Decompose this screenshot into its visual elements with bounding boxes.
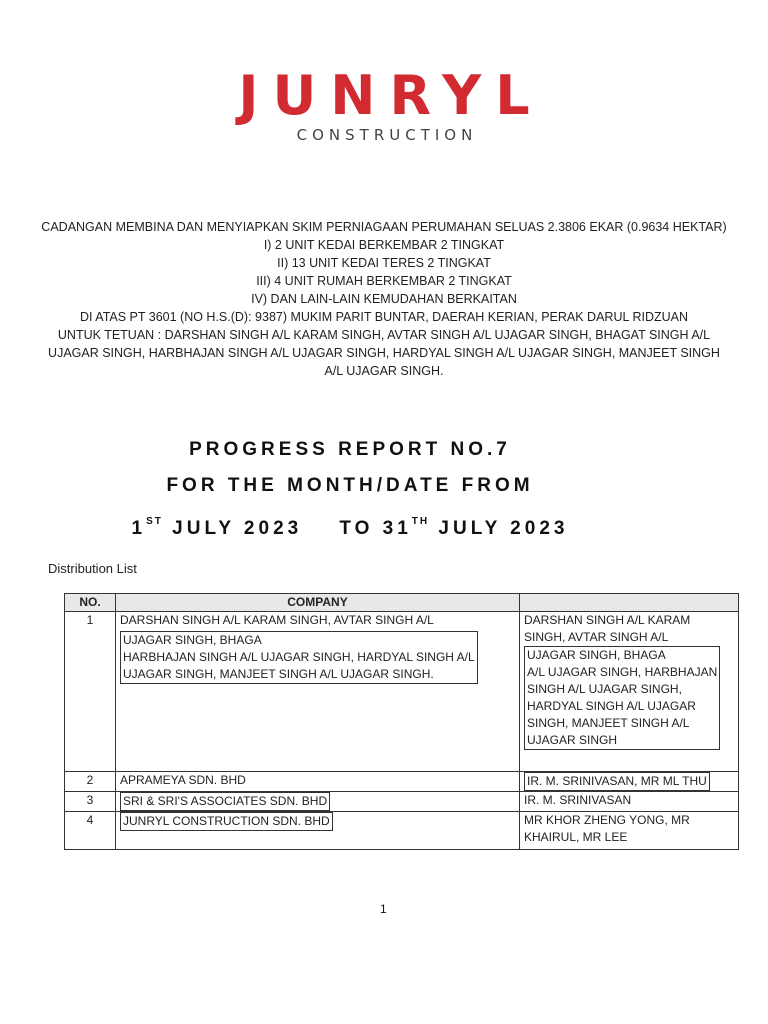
proposal-line: DI ATAS PT 3601 (NO H.S.(D): 9387) MUKIM PARIT BUNTAR, DAERAH KERIAN, PERAK DARUL RIDZUAN (80, 310, 688, 324)
proposal-line: CADANGAN MEMBINA DAN MENYIAPKAN SKIM PERNIAGAAN PERUMAHAN SELUAS 2.3806 EKAR (0.9634 HEKTAR) (41, 220, 727, 234)
company-line: DARSHAN SINGH A/L KARAM SINGH, AVTAR SINGH A/L (120, 613, 434, 627)
company-logo (0, 64, 768, 144)
report-title: PROGRESS REPORT NO.7 (189, 439, 511, 460)
table-row (65, 792, 739, 812)
to-suffix: TH (411, 516, 430, 527)
to-day: 31 (382, 518, 412, 539)
contact-line: UJAGAR SINGH, BHAGA (527, 648, 666, 662)
proposal-line: IV) DAN LAIN-LAIN KEMUDAHAN BERKAITAN (251, 292, 517, 306)
row-contact: IR. M. SRINIVASAN (520, 792, 739, 812)
row-company (116, 812, 520, 850)
from-month-year: JULY 2023 (172, 518, 303, 539)
header-company: COMPANY (116, 594, 520, 612)
report-heading (0, 432, 700, 547)
from-suffix: ST (146, 516, 163, 527)
report-dates (0, 504, 700, 547)
contact-boxed-block (524, 646, 720, 750)
row-contact (520, 612, 739, 772)
company-boxed-block (120, 631, 478, 684)
contact-line: SINGH, MANJEET SINGH A/L (527, 716, 690, 730)
to-month-year: JULY 2023 (438, 518, 569, 539)
row-no: 3 (65, 792, 116, 812)
row-company (116, 612, 520, 772)
proposal-line: UNTUK TETUAN : DARSHAN SINGH A/L KARAM SINGH, AVTAR SINGH A/L UJAGAR SINGH, BHAGAT SINGH A/L UJAGAR SINGH, HARBHAJAN SINGH A/L UJAGAR SINGH, HARDYAL SINGH A/L UJAGAR SINGH, MANJEET SINGH A/L UJAGAR SINGH. (48, 328, 720, 378)
page-number: 1 (380, 902, 387, 916)
row-no: 2 (65, 772, 116, 792)
contact-line: A/L UJAGAR SINGH, HARBHAJAN (527, 665, 718, 679)
company-line: UJAGAR SINGH, BHAGA (123, 633, 262, 647)
company-boxed: JUNRYL CONSTRUCTION SDN. BHD (120, 812, 333, 831)
contact-line: DARSHAN SINGH A/L KARAM (524, 613, 691, 627)
project-proposal (40, 218, 728, 380)
row-contact: MR KHOR ZHENG YONG, MR KHAIRUL, MR LEE (520, 812, 739, 850)
contact-line: UJAGAR SINGH (527, 733, 618, 747)
table-row (65, 612, 739, 772)
row-no: 1 (65, 612, 116, 772)
row-no: 4 (65, 812, 116, 850)
proposal-line: II) 13 UNIT KEDAI TERES 2 TINGKAT (277, 256, 491, 270)
row-company: APRAMEYA SDN. BHD (116, 772, 520, 792)
company-line: UJAGAR SINGH, MANJEET SINGH A/L UJAGAR SINGH. (123, 667, 434, 681)
proposal-line: I) 2 UNIT KEDAI BERKEMBAR 2 TINGKAT (263, 238, 505, 252)
report-period: FOR THE MONTH/DATE FROM (166, 475, 534, 496)
contact-boxed: IR. M. SRINIVASAN, MR ML THU (524, 772, 710, 791)
table-row (65, 772, 739, 792)
row-contact (520, 772, 739, 792)
distribution-label: Distribution List (48, 561, 137, 576)
header-contact (520, 594, 739, 612)
to-word: TO (339, 518, 374, 539)
contact-line: HARDYAL SINGH A/L UJAGAR (527, 699, 696, 713)
from-day: 1 (131, 518, 147, 539)
distribution-table (64, 593, 739, 850)
header-no: NO. (65, 594, 116, 612)
logo-brand: JUNRYL (238, 64, 544, 127)
row-company (116, 792, 520, 812)
table-header-row (65, 594, 739, 612)
contact-line: SINGH, AVTAR SINGH A/L (524, 630, 669, 644)
proposal-line: III) 4 UNIT RUMAH BERKEMBAR 2 TINGKAT (256, 274, 512, 288)
company-line: HARBHAJAN SINGH A/L UJAGAR SINGH, HARDYAL SINGH A/L (123, 650, 475, 664)
contact-line: SINGH A/L UJAGAR SINGH, (527, 682, 682, 696)
logo-subtitle: CONSTRUCTION (296, 126, 478, 144)
table-row (65, 812, 739, 850)
company-boxed: SRI & SRI'S ASSOCIATES SDN. BHD (120, 792, 330, 811)
